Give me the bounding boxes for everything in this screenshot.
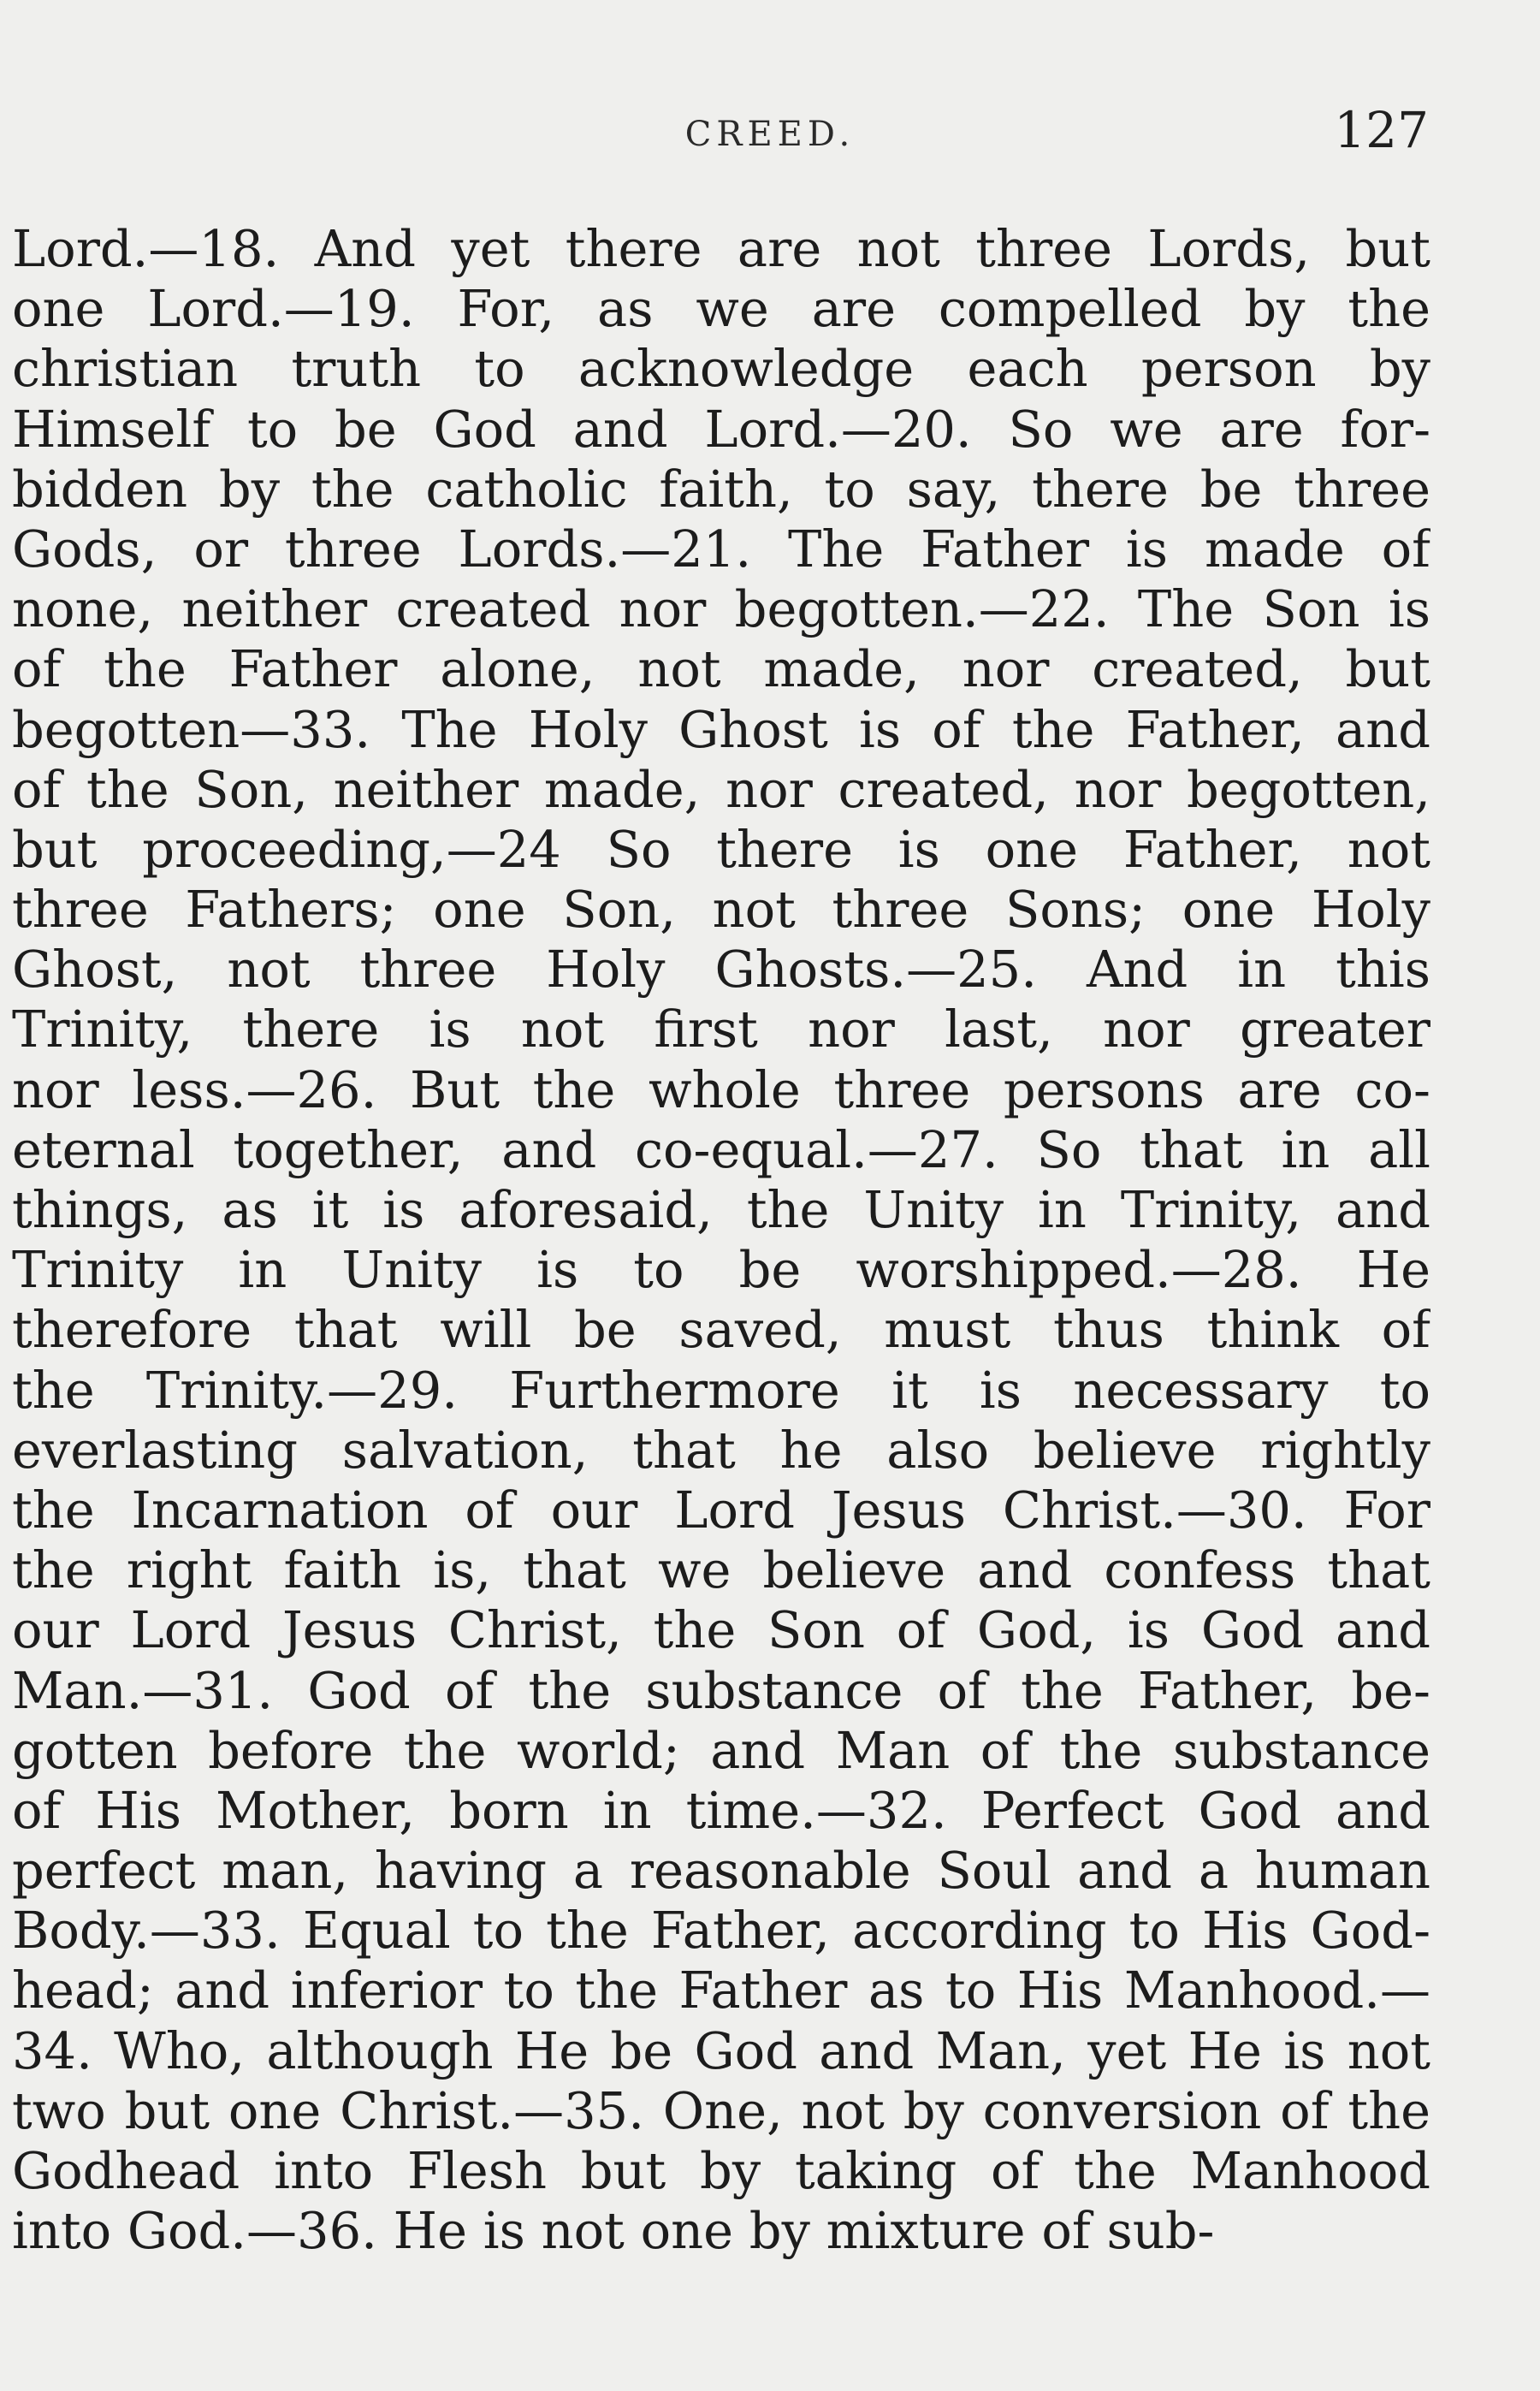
text-line: of the Son, neither made, nor created, nor begotten, xyxy=(12,759,1430,819)
text-line: our Lord Jesus Christ, the Son of God, is God and xyxy=(12,1600,1430,1660)
text-line: Trinity, there is not first nor last, nor greater xyxy=(12,1000,1430,1059)
text-line: Body.—33. Equal to the Father, according to His God- xyxy=(12,1901,1430,1961)
running-header-title: CREED. xyxy=(684,115,856,154)
text-line: none, neither created nor begotten.—22. The Son is xyxy=(12,579,1430,639)
text-line: Man.—31. God of the substance of the Father, be- xyxy=(12,1660,1430,1720)
text-line: Lord.—18. And yet there are not three Lords, but xyxy=(12,219,1430,278)
text-line: the right faith is, that we believe and confess that xyxy=(12,1540,1430,1600)
text-line: gotten before the world; and Man of the substance xyxy=(12,1720,1430,1780)
text-line: things, as it is aforesaid, the Unity in Trinity, and xyxy=(12,1180,1430,1239)
text-line: the Trinity.—29. Furthermore it is necessary to xyxy=(12,1360,1430,1420)
page-number: 127 xyxy=(1334,101,1429,159)
text-line: but proceeding,—24 So there is one Father, not xyxy=(12,819,1430,879)
text-line: one Lord.—19. For, as we are compelled by the xyxy=(12,279,1430,339)
text-line: nor less.—26. But the whole three persons are co- xyxy=(12,1059,1430,1119)
text-line: everlasting salvation, that he also believe rightly xyxy=(12,1420,1430,1480)
text-line: begotten—33. The Holy Ghost is of the Father, and xyxy=(12,699,1430,759)
text-line: therefore that will be saved, must thus think of xyxy=(12,1300,1430,1360)
text-line: Godhead into Flesh but by taking of the Manhood xyxy=(12,2141,1430,2200)
text-line: bidden by the catholic faith, to say, there be three xyxy=(12,459,1430,519)
text-line: eternal together, and co-equal.—27. So that in all xyxy=(12,1119,1430,1179)
text-line: of His Mother, born in time.—32. Perfect God and xyxy=(12,1780,1430,1840)
text-line: two but one Christ.—35. One, not by conversion of the xyxy=(12,2080,1430,2140)
text-line: Gods, or three Lords.—21. The Father is made of xyxy=(12,519,1430,578)
text-line: perfect man, having a reasonable Soul and a human xyxy=(12,1841,1430,1901)
text-line: three Fathers; one Son, not three Sons; one Holy xyxy=(12,880,1430,940)
text-line: of the Father alone, not made, nor created, but xyxy=(12,639,1430,699)
text-line: Himself to be God and Lord.—20. So we are for- xyxy=(12,399,1430,459)
text-line: Trinity in Unity is to be worshipped.—28. He xyxy=(12,1240,1430,1300)
text-line: into God.—36. He is not one by mixture of sub- xyxy=(12,2201,1215,2261)
text-line: christian truth to acknowledge each person by xyxy=(12,339,1430,399)
text-line: head; and inferior to the Father as to His Manhood.— xyxy=(12,1961,1430,2020)
text-line: Ghost, not three Holy Ghosts.—25. And in this xyxy=(12,940,1430,1000)
body-text xyxy=(12,219,1430,2261)
text-line: 34. Who, although He be God and Man, yet He is not xyxy=(12,2020,1430,2080)
text-line: the Incarnation of our Lord Jesus Christ.—30. For xyxy=(12,1480,1430,1540)
